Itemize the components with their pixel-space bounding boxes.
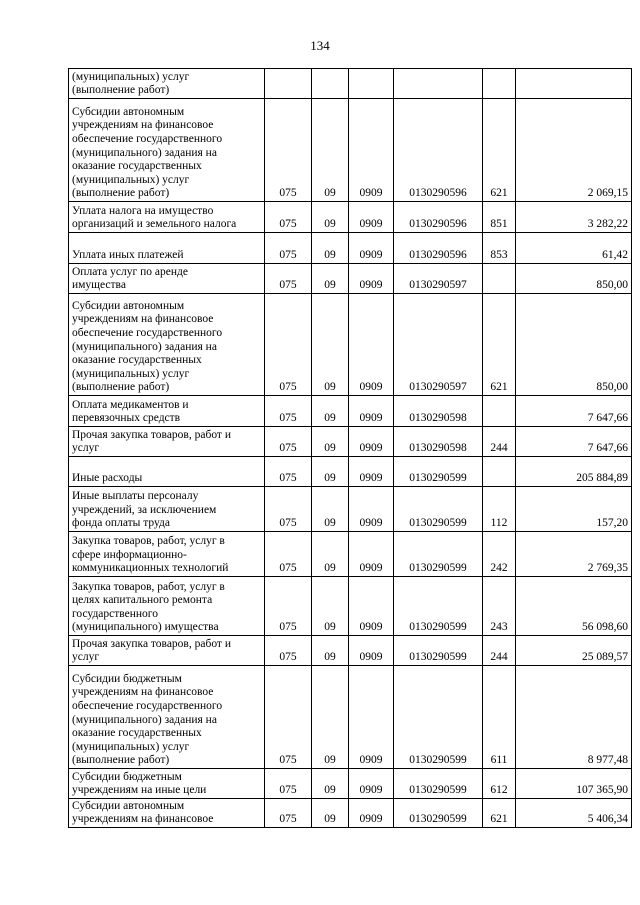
page-number: 134 bbox=[310, 38, 330, 53]
subsection-code-cell: 0909 bbox=[349, 396, 394, 427]
subsection-code-cell: 0909 bbox=[349, 99, 394, 202]
expense-name-cell: Иные расходы bbox=[69, 457, 265, 487]
budget-table bbox=[68, 68, 632, 828]
expense-name-cell: Субсидии бюджетным учреждениям на иные цели bbox=[69, 769, 265, 799]
subsection-code-cell: 0909 bbox=[349, 202, 394, 233]
ministry-code-cell: 075 bbox=[265, 264, 312, 294]
expense-name-cell: Закупка товаров, работ, услуг в целях капитального ремонта государственного (муниципального) имущества bbox=[69, 577, 265, 636]
ministry-code-cell: 075 bbox=[265, 99, 312, 202]
section-code-cell: 09 bbox=[312, 396, 349, 427]
target-article-code-cell: 0130290599 bbox=[394, 636, 483, 666]
subsection-code-cell: 0909 bbox=[349, 294, 394, 396]
amount-cell: 850,00 bbox=[516, 294, 632, 396]
ministry-code-cell: 075 bbox=[265, 636, 312, 666]
section-code-cell: 09 bbox=[312, 532, 349, 577]
expense-type-code-cell: 621 bbox=[483, 294, 516, 396]
expense-type-code-cell: 853 bbox=[483, 233, 516, 264]
ministry-code-cell: 075 bbox=[265, 799, 312, 828]
target-article-code-cell: 0130290597 bbox=[394, 294, 483, 396]
ministry-code-cell: 075 bbox=[265, 457, 312, 487]
target-article-code-cell: 0130290598 bbox=[394, 427, 483, 457]
table-row bbox=[69, 69, 632, 99]
table-row bbox=[69, 532, 632, 577]
expense-name-cell: Прочая закупка товаров, работ и услуг bbox=[69, 427, 265, 457]
subsection-code-cell bbox=[349, 69, 394, 99]
table-row bbox=[69, 769, 632, 799]
target-article-code-cell bbox=[394, 69, 483, 99]
section-code-cell: 09 bbox=[312, 294, 349, 396]
section-code-cell: 09 bbox=[312, 577, 349, 636]
table-row bbox=[69, 294, 632, 396]
section-code-cell: 09 bbox=[312, 487, 349, 532]
subsection-code-cell: 0909 bbox=[349, 233, 394, 264]
expense-name-cell: (муниципальных) услуг (выполнение работ) bbox=[69, 69, 265, 99]
section-code-cell: 09 bbox=[312, 264, 349, 294]
expense-type-code-cell: 851 bbox=[483, 202, 516, 233]
expense-name-cell: Прочая закупка товаров, работ и услуг bbox=[69, 636, 265, 666]
section-code-cell: 09 bbox=[312, 769, 349, 799]
expense-name-cell: Субсидии автономным учреждениям на финансовое bbox=[69, 799, 265, 828]
expense-type-code-cell bbox=[483, 264, 516, 294]
expense-type-code-cell: 242 bbox=[483, 532, 516, 577]
expense-type-code-cell: 112 bbox=[483, 487, 516, 532]
section-code-cell: 09 bbox=[312, 636, 349, 666]
table-row bbox=[69, 636, 632, 666]
table-row bbox=[69, 666, 632, 769]
expense-name-cell: Оплата медикаментов и перевязочных средств bbox=[69, 396, 265, 427]
expense-name-cell: Оплата услуг по аренде имущества bbox=[69, 264, 265, 294]
amount-cell: 5 406,34 bbox=[516, 799, 632, 828]
ministry-code-cell: 075 bbox=[265, 294, 312, 396]
expense-type-code-cell: 621 bbox=[483, 99, 516, 202]
ministry-code-cell: 075 bbox=[265, 532, 312, 577]
table-row bbox=[69, 99, 632, 202]
ministry-code-cell: 075 bbox=[265, 487, 312, 532]
expense-name-cell: Субсидии автономным учреждениям на финансовое обеспечение государственного (муниципального) задания на оказание государственных (муниципальных) услуг (выполнение работ) bbox=[69, 99, 265, 202]
table-row bbox=[69, 202, 632, 233]
section-code-cell: 09 bbox=[312, 799, 349, 828]
target-article-code-cell: 0130290596 bbox=[394, 99, 483, 202]
table-row bbox=[69, 487, 632, 532]
target-article-code-cell: 0130290599 bbox=[394, 769, 483, 799]
expense-type-code-cell: 611 bbox=[483, 666, 516, 769]
amount-cell: 205 884,89 bbox=[516, 457, 632, 487]
amount-cell: 7 647,66 bbox=[516, 427, 632, 457]
subsection-code-cell: 0909 bbox=[349, 457, 394, 487]
table-row bbox=[69, 233, 632, 264]
ministry-code-cell bbox=[265, 69, 312, 99]
subsection-code-cell: 0909 bbox=[349, 487, 394, 532]
section-code-cell: 09 bbox=[312, 427, 349, 457]
ministry-code-cell: 075 bbox=[265, 666, 312, 769]
section-code-cell: 09 bbox=[312, 457, 349, 487]
expense-type-code-cell: 621 bbox=[483, 799, 516, 828]
subsection-code-cell: 0909 bbox=[349, 769, 394, 799]
expense-type-code-cell: 244 bbox=[483, 427, 516, 457]
subsection-code-cell: 0909 bbox=[349, 636, 394, 666]
subsection-code-cell: 0909 bbox=[349, 799, 394, 828]
expense-type-code-cell: 243 bbox=[483, 577, 516, 636]
amount-cell: 157,20 bbox=[516, 487, 632, 532]
target-article-code-cell: 0130290598 bbox=[394, 396, 483, 427]
amount-cell: 107 365,90 bbox=[516, 769, 632, 799]
expense-name-cell: Уплата иных платежей bbox=[69, 233, 265, 264]
target-article-code-cell: 0130290599 bbox=[394, 457, 483, 487]
target-article-code-cell: 0130290599 bbox=[394, 532, 483, 577]
ministry-code-cell: 075 bbox=[265, 769, 312, 799]
amount-cell: 2 069,15 bbox=[516, 99, 632, 202]
target-article-code-cell: 0130290597 bbox=[394, 264, 483, 294]
expense-name-cell: Уплата налога на имущество организаций и земельного налога bbox=[69, 202, 265, 233]
target-article-code-cell: 0130290599 bbox=[394, 799, 483, 828]
target-article-code-cell: 0130290599 bbox=[394, 577, 483, 636]
table-row bbox=[69, 799, 632, 828]
section-code-cell: 09 bbox=[312, 99, 349, 202]
amount-cell: 850,00 bbox=[516, 264, 632, 294]
amount-cell: 7 647,66 bbox=[516, 396, 632, 427]
section-code-cell: 09 bbox=[312, 233, 349, 264]
expense-type-code-cell bbox=[483, 69, 516, 99]
table-row bbox=[69, 264, 632, 294]
ministry-code-cell: 075 bbox=[265, 396, 312, 427]
table-row bbox=[69, 396, 632, 427]
subsection-code-cell: 0909 bbox=[349, 666, 394, 769]
subsection-code-cell: 0909 bbox=[349, 577, 394, 636]
target-article-code-cell: 0130290596 bbox=[394, 233, 483, 264]
subsection-code-cell: 0909 bbox=[349, 427, 394, 457]
expense-name-cell: Субсидии автономным учреждениям на финансовое обеспечение государственного (муниципального) задания на оказание государственных (муниципальных) услуг (выполнение работ) bbox=[69, 294, 265, 396]
table-row bbox=[69, 427, 632, 457]
amount-cell: 8 977,48 bbox=[516, 666, 632, 769]
amount-cell: 3 282,22 bbox=[516, 202, 632, 233]
ministry-code-cell: 075 bbox=[265, 233, 312, 264]
amount-cell bbox=[516, 69, 632, 99]
expense-type-code-cell bbox=[483, 396, 516, 427]
ministry-code-cell: 075 bbox=[265, 202, 312, 233]
target-article-code-cell: 0130290599 bbox=[394, 487, 483, 532]
ministry-code-cell: 075 bbox=[265, 427, 312, 457]
ministry-code-cell: 075 bbox=[265, 577, 312, 636]
expense-name-cell: Закупка товаров, работ, услуг в сфере информационно- коммуникационных технологий bbox=[69, 532, 265, 577]
table-row bbox=[69, 577, 632, 636]
expense-type-code-cell: 612 bbox=[483, 769, 516, 799]
expense-type-code-cell bbox=[483, 457, 516, 487]
expense-type-code-cell: 244 bbox=[483, 636, 516, 666]
section-code-cell: 09 bbox=[312, 202, 349, 233]
section-code-cell: 09 bbox=[312, 666, 349, 769]
expense-name-cell: Иные выплаты персоналу учреждений, за исключением фонда оплаты труда bbox=[69, 487, 265, 532]
section-code-cell bbox=[312, 69, 349, 99]
amount-cell: 61,42 bbox=[516, 233, 632, 264]
target-article-code-cell: 0130290596 bbox=[394, 202, 483, 233]
amount-cell: 2 769,35 bbox=[516, 532, 632, 577]
expense-name-cell: Субсидии бюджетным учреждениям на финансовое обеспечение государственного (муниципального) задания на оказание государственных (муниципальных) услуг (выполнение работ) bbox=[69, 666, 265, 769]
target-article-code-cell: 0130290599 bbox=[394, 666, 483, 769]
amount-cell: 56 098,60 bbox=[516, 577, 632, 636]
subsection-code-cell: 0909 bbox=[349, 532, 394, 577]
table-row bbox=[69, 457, 632, 487]
subsection-code-cell: 0909 bbox=[349, 264, 394, 294]
amount-cell: 25 089,57 bbox=[516, 636, 632, 666]
